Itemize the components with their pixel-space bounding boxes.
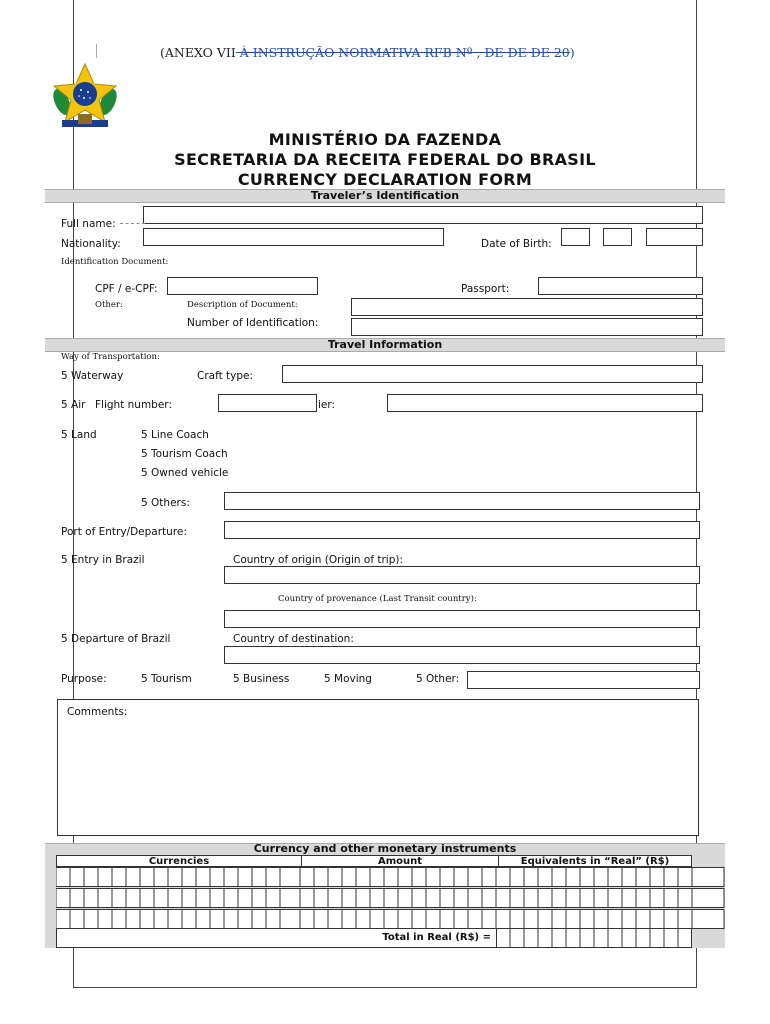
departure-label: Departure of Brazil [71,633,171,645]
moving-label: Moving [334,673,372,685]
waterway-label: Waterway [71,370,124,382]
country-origin-label: Country of origin (Origin of trip): [233,554,404,566]
land-option[interactable] [61,429,97,441]
dob-year-field[interactable] [646,228,703,246]
brazil-coat-of-arms [48,62,122,132]
nationality-label: Nationality: [61,238,121,250]
checkbox-glyph: 5 [233,673,240,685]
others-label: Others: [151,497,190,509]
business-label: Business [243,673,290,685]
checkbox-glyph: 5 [141,497,148,509]
country-provenance-field[interactable] [224,610,700,628]
flight-number-label: Flight number: [95,399,172,411]
full-name-field[interactable] [143,206,703,224]
country-provenance-label: Country of provenance (Last Transit country): [278,594,477,604]
annex-reference [160,45,575,60]
craft-type-label: Craft type: [197,370,254,382]
ministry-title: MINISTÉRIO DA FAZENDA [268,130,502,149]
annex-struck-text: À INSTRUÇÃO NORMATIVA RFB Nº , DE DE DE 20 [235,45,570,60]
checkbox-glyph: 5 [61,554,68,566]
country-destination-label: Country of destination: [233,633,354,645]
cpf-label: CPF / e-CPF: [95,283,158,295]
line-coach-option[interactable] [141,429,209,441]
port-label: Port of Entry/Departure: [61,526,187,538]
other-doc-label: Other: [95,300,123,310]
entry-label: Entry in Brazil [71,554,145,566]
country-origin-field[interactable] [224,566,700,584]
travel-section-title: Travel Information [327,338,443,351]
nationality-field[interactable] [143,228,444,246]
annex-prefix: (ANEXO VII [160,45,236,60]
purpose-other-label: Other: [426,673,460,685]
waterway-option[interactable] [61,370,123,382]
checkbox-glyph: 5 [141,429,148,441]
way-of-transport-label: Way of Transportation: [61,352,160,362]
air-label: Air [71,399,86,411]
flight-number-field[interactable] [218,394,317,412]
date-of-birth-label: Date of Birth: [481,238,552,250]
full-name-label: Full name: [61,218,116,230]
margin-tick [96,44,97,58]
checkbox-glyph: 5 [324,673,331,685]
comments-label: Comments: [67,706,128,718]
id-number-label: Number of Identification: [187,317,319,329]
equivalents-header: Equivalents in “Real” (R$) [520,856,670,867]
business-option[interactable] [233,673,289,685]
carrier-label: ier: [318,399,336,411]
passport-field[interactable] [538,277,703,295]
others-field[interactable] [224,492,700,510]
currency-row-cells [56,888,726,908]
passport-label: Passport: [461,283,510,295]
checkbox-glyph: 5 [141,673,148,685]
description-field[interactable] [351,298,703,316]
id-number-field[interactable] [351,318,703,336]
total-label: Total in Real (R$) = [382,932,491,943]
country-destination-field[interactable] [224,646,700,664]
purpose-label: Purpose: [61,673,107,685]
carrier-field[interactable] [387,394,703,412]
currency-row-cells [56,909,726,929]
tourism-label: Tourism [151,673,192,685]
total-value-cells[interactable] [496,928,696,952]
dob-day-field[interactable] [561,228,590,246]
departure-option[interactable] [61,633,170,645]
craft-type-field[interactable] [282,365,703,383]
full-name-underline [120,223,145,224]
moving-option[interactable] [324,673,372,685]
purpose-other-option[interactable] [416,673,459,685]
owned-vehicle-option[interactable] [141,467,228,479]
id-document-label: Identification Document: [61,257,169,267]
currency-row-cells [56,867,726,887]
land-label: Land [71,429,97,441]
checkbox-glyph: 5 [61,429,68,441]
annex-suffix: ) [569,45,575,60]
checkbox-glyph: 5 [141,448,148,460]
purpose-other-field[interactable] [467,671,700,689]
entry-option[interactable] [61,554,145,566]
others-option[interactable] [141,497,190,509]
secretariat-title: SECRETARIA DA RECEITA FEDERAL DO BRASIL [174,150,596,169]
checkbox-glyph: 5 [61,399,68,411]
air-option[interactable] [61,399,85,411]
checkbox-glyph: 5 [416,673,423,685]
checkbox-glyph: 5 [61,370,68,382]
checkbox-glyph: 5 [61,633,68,645]
checkbox-glyph: 5 [141,467,148,479]
tourism-option[interactable] [141,673,192,685]
dob-month-field[interactable] [603,228,632,246]
tourism-coach-label: Tourism Coach [151,448,228,460]
port-field[interactable] [224,521,700,539]
form-title: CURRENCY DECLARATION FORM [237,170,533,189]
description-label: Description of Document: [187,300,298,310]
currencies-header: Currencies [57,856,302,866]
currency-table-header [56,855,692,867]
traveler-section-title: Traveler’s Identification [310,189,460,202]
amount-header: Amount [302,856,499,866]
total-cells [496,928,696,948]
comments-box[interactable] [57,699,699,836]
cpf-field[interactable] [167,277,318,295]
owned-vehicle-label: Owned vehicle [151,467,229,479]
currency-section-title: Currency and other monetary instruments [253,842,517,855]
line-coach-label: Line Coach [151,429,209,441]
tourism-coach-option[interactable] [141,448,228,460]
